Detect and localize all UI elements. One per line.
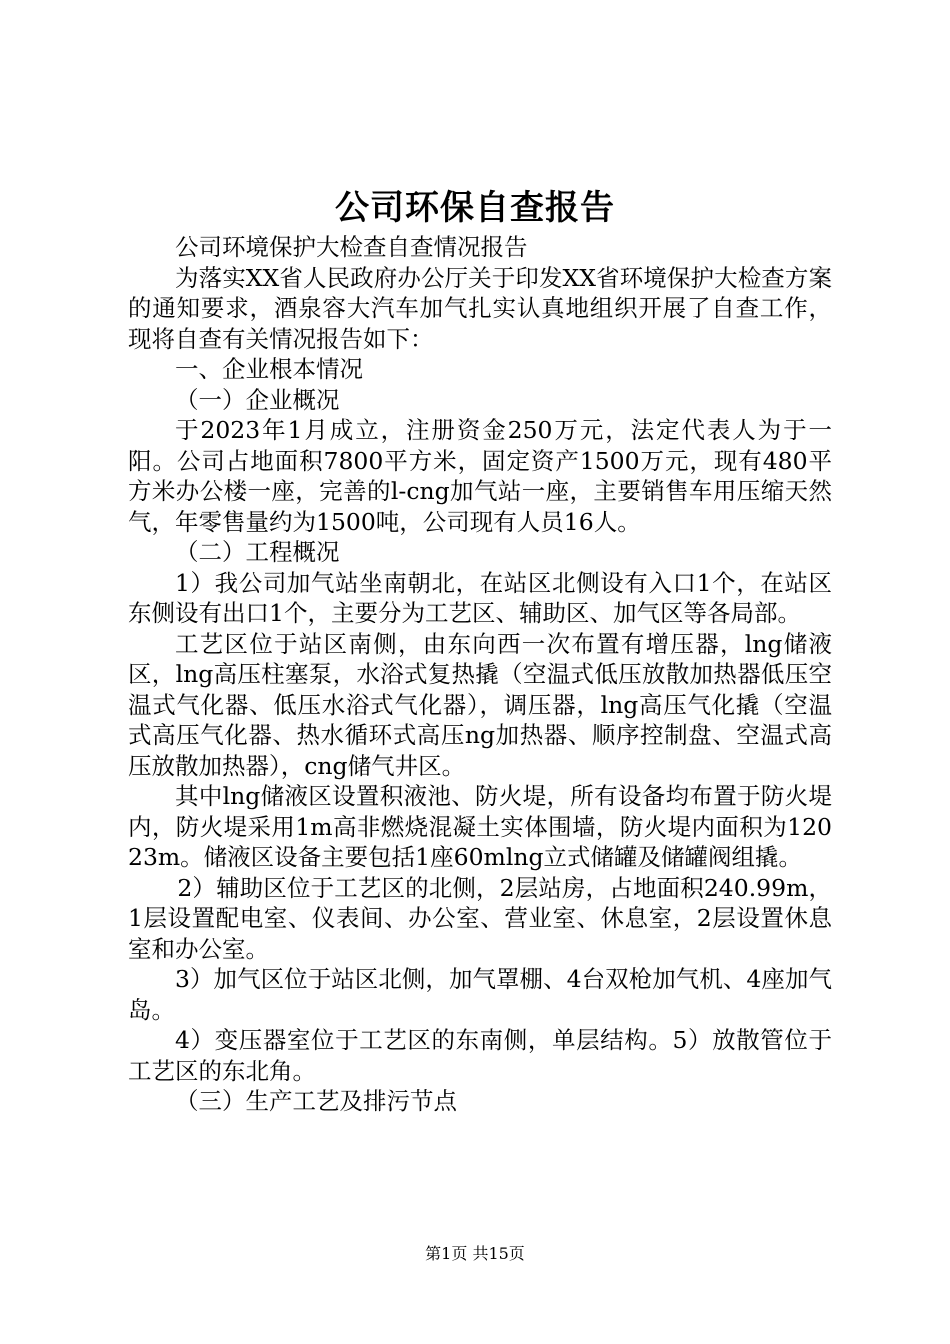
subsection-heading-3: （三）生产工艺及排污节点 <box>175 1087 457 1115</box>
paragraph-lng-storage: 其中lng储液区设置积液池、防火堤，所有设备均布置于防火堤内，防火堤采用1m高非燃烧混凝土实体围墙，防火堤内面积为12023m。储液区设备主要包括1座60mlng立式储罐及储罐阀组撬。 <box>128 782 832 871</box>
paragraph-transformer-room: 4）变压器室位于工艺区的东南侧，单层结构。5）放散管位于工艺区的东北角。 <box>128 1026 832 1085</box>
paragraph-process-area: 工艺区位于站区南侧，由东向西一次布置有增压器，lng储液区，lng高压柱塞泵，水浴式复热撬（空温式低压放散加热器低压空温式气化器、低压水浴式气化器），调压器，lng高压气化撬（空温式高压气化器、热水循环式高压ng加热器、顺序控制盘、空温式高压放散加热器），cng储气井区。 <box>128 629 832 780</box>
subsection-heading-2: （二）工程概况 <box>175 538 340 566</box>
document-title: 公司环保自查报告 <box>335 188 615 228</box>
paragraph-company-overview: 于2023年1月成立，注册资金250万元，法定代表人为于一阳。公司占地面积7800平方米，固定资产1500万元，现有480平方米办公楼一座，完善的l-cng加气站一座，主要销售车用压缩天然气，年零售量约为1500吨，公司现有人员16人。 <box>128 416 832 536</box>
paragraph-auxiliary-area: 2）辅助区位于工艺区的北侧，2层站房，占地面积240.99m，1层设置配电室、仪表间、办公室、营业室、休息室，2层设置休息室和办公室。 <box>128 873 832 963</box>
paragraph-station-layout: 1）我公司加气站坐南朝北，在站区北侧设有入口1个，在站区东侧设有出口1个，主要分为工艺区、辅助区、加气区等各局部。 <box>128 568 832 627</box>
subsection-heading-1: （一）企业概况 <box>175 385 340 414</box>
paragraph-subtitle: 公司环境保护大检查自查情况报告 <box>175 233 528 261</box>
paragraph-intro: 为落实XX省人民政府办公厅关于印发XX省环境保护大检查方案的通知要求，酒泉容大汽车加气扎实认真地组织开展了自查工作，现将自查有关情况报告如下： <box>128 263 832 353</box>
paragraph-fueling-area: 3）加气区位于站区北侧，加气罩棚、4台双枪加气机、4座加气岛。 <box>128 965 832 1024</box>
section-heading-1: 一、企业根本情况 <box>175 355 363 383</box>
page-footer: 第1页 共15页 <box>425 1244 525 1263</box>
document-body <box>128 232 832 1117</box>
